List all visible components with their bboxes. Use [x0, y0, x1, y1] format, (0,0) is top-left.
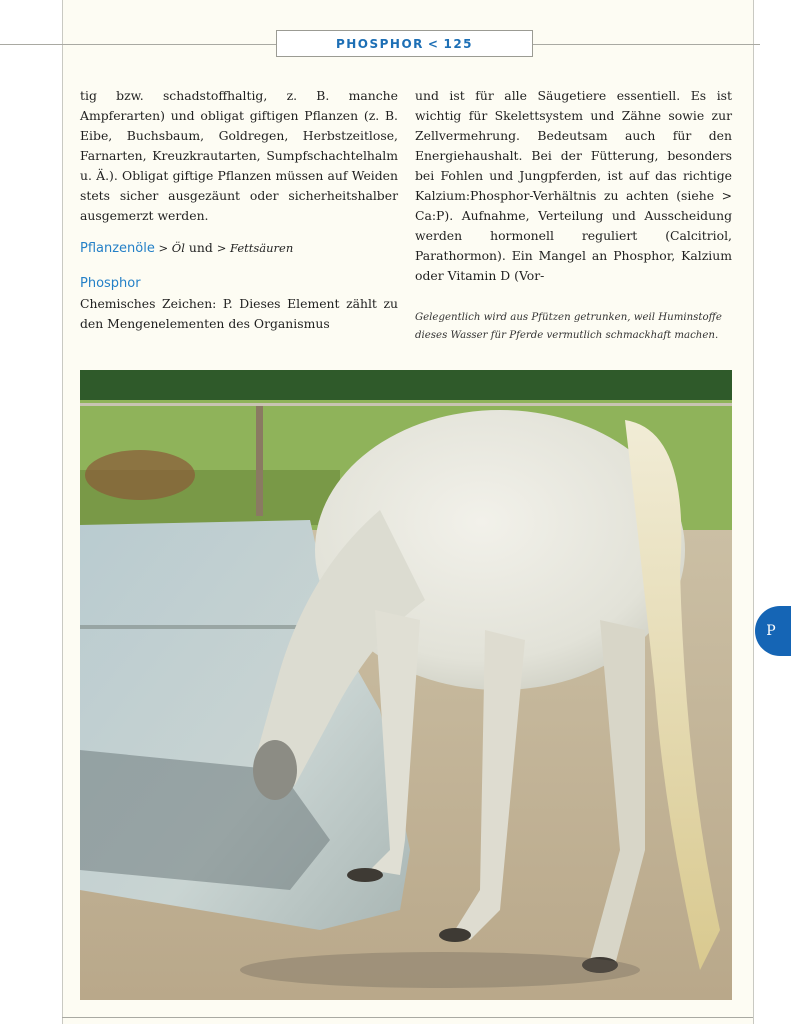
body-paragraph: und ist für alle Säugetiere essentiell. Es ist wichtig für Skelettsystem und Zähne sowie zur Zellvermehrung. Bedeutsam auch für den Energiehaushalt. Bei der Fütterung, besonders bei Fohlen und Jungpferden, ist auf das richtige Kalzium:Phosphor-Verhältnis zu achten (siehe > Ca:P). Aufnahme, Verteilung und Ausscheidung werden hormonell reguliert (Calcitriol, Parathormon). Ein Mangel an Phosphor, Kalzium oder Vitamin D (Vor- [415, 88, 732, 283]
horse-drinking-photo [80, 370, 732, 1000]
photo-caption: Gelegentlich wird aus Pfützen getrunken, weil Huminstoffe dieses Wasser für Pferde vermutlich schmackhaft machen. [415, 312, 722, 341]
header-separator: < [427, 36, 440, 51]
cross-reference-fettsaeuren[interactable]: > Fettsäuren [216, 241, 294, 255]
conjunction: und [184, 240, 217, 255]
entry-phosphor [80, 273, 398, 334]
page-number: 125 [443, 36, 474, 51]
running-header [276, 30, 533, 57]
left-column [80, 86, 398, 334]
body-paragraph: Chemisches Zeichen: P. Dieses Element zählt zu den Mengenelementen des Organismus [80, 296, 398, 331]
entry-pflanzenoele [80, 238, 398, 259]
footer-rule [62, 1017, 753, 1018]
header-section: PHOSPHOR [335, 36, 424, 51]
entry-title: Phosphor [80, 276, 141, 291]
tab-letter: P [766, 623, 776, 639]
body-paragraph: tig bzw. schadstoffhaltig, z. B. manche Ampferarten) und obligat giftigen Pflanzen (z. B. Eibe, Buchsbaum, Goldregen, Herbstzeitlose, Farnarten, Kreuzkrautarten, Sumpfschachtelhalm u. Ä.). Obligat giftige Pflanzen müssen auf Weiden stets sicher ausgezäunt oder sicherheitshalber ausgemerzt werden. [80, 88, 398, 223]
entry-title: Pflanzenöle [80, 241, 155, 256]
alphabet-thumb-tab[interactable] [755, 606, 791, 656]
cross-reference-oel[interactable]: > Öl [154, 241, 185, 255]
right-column [415, 86, 732, 286]
photo-illustration [80, 370, 732, 1000]
